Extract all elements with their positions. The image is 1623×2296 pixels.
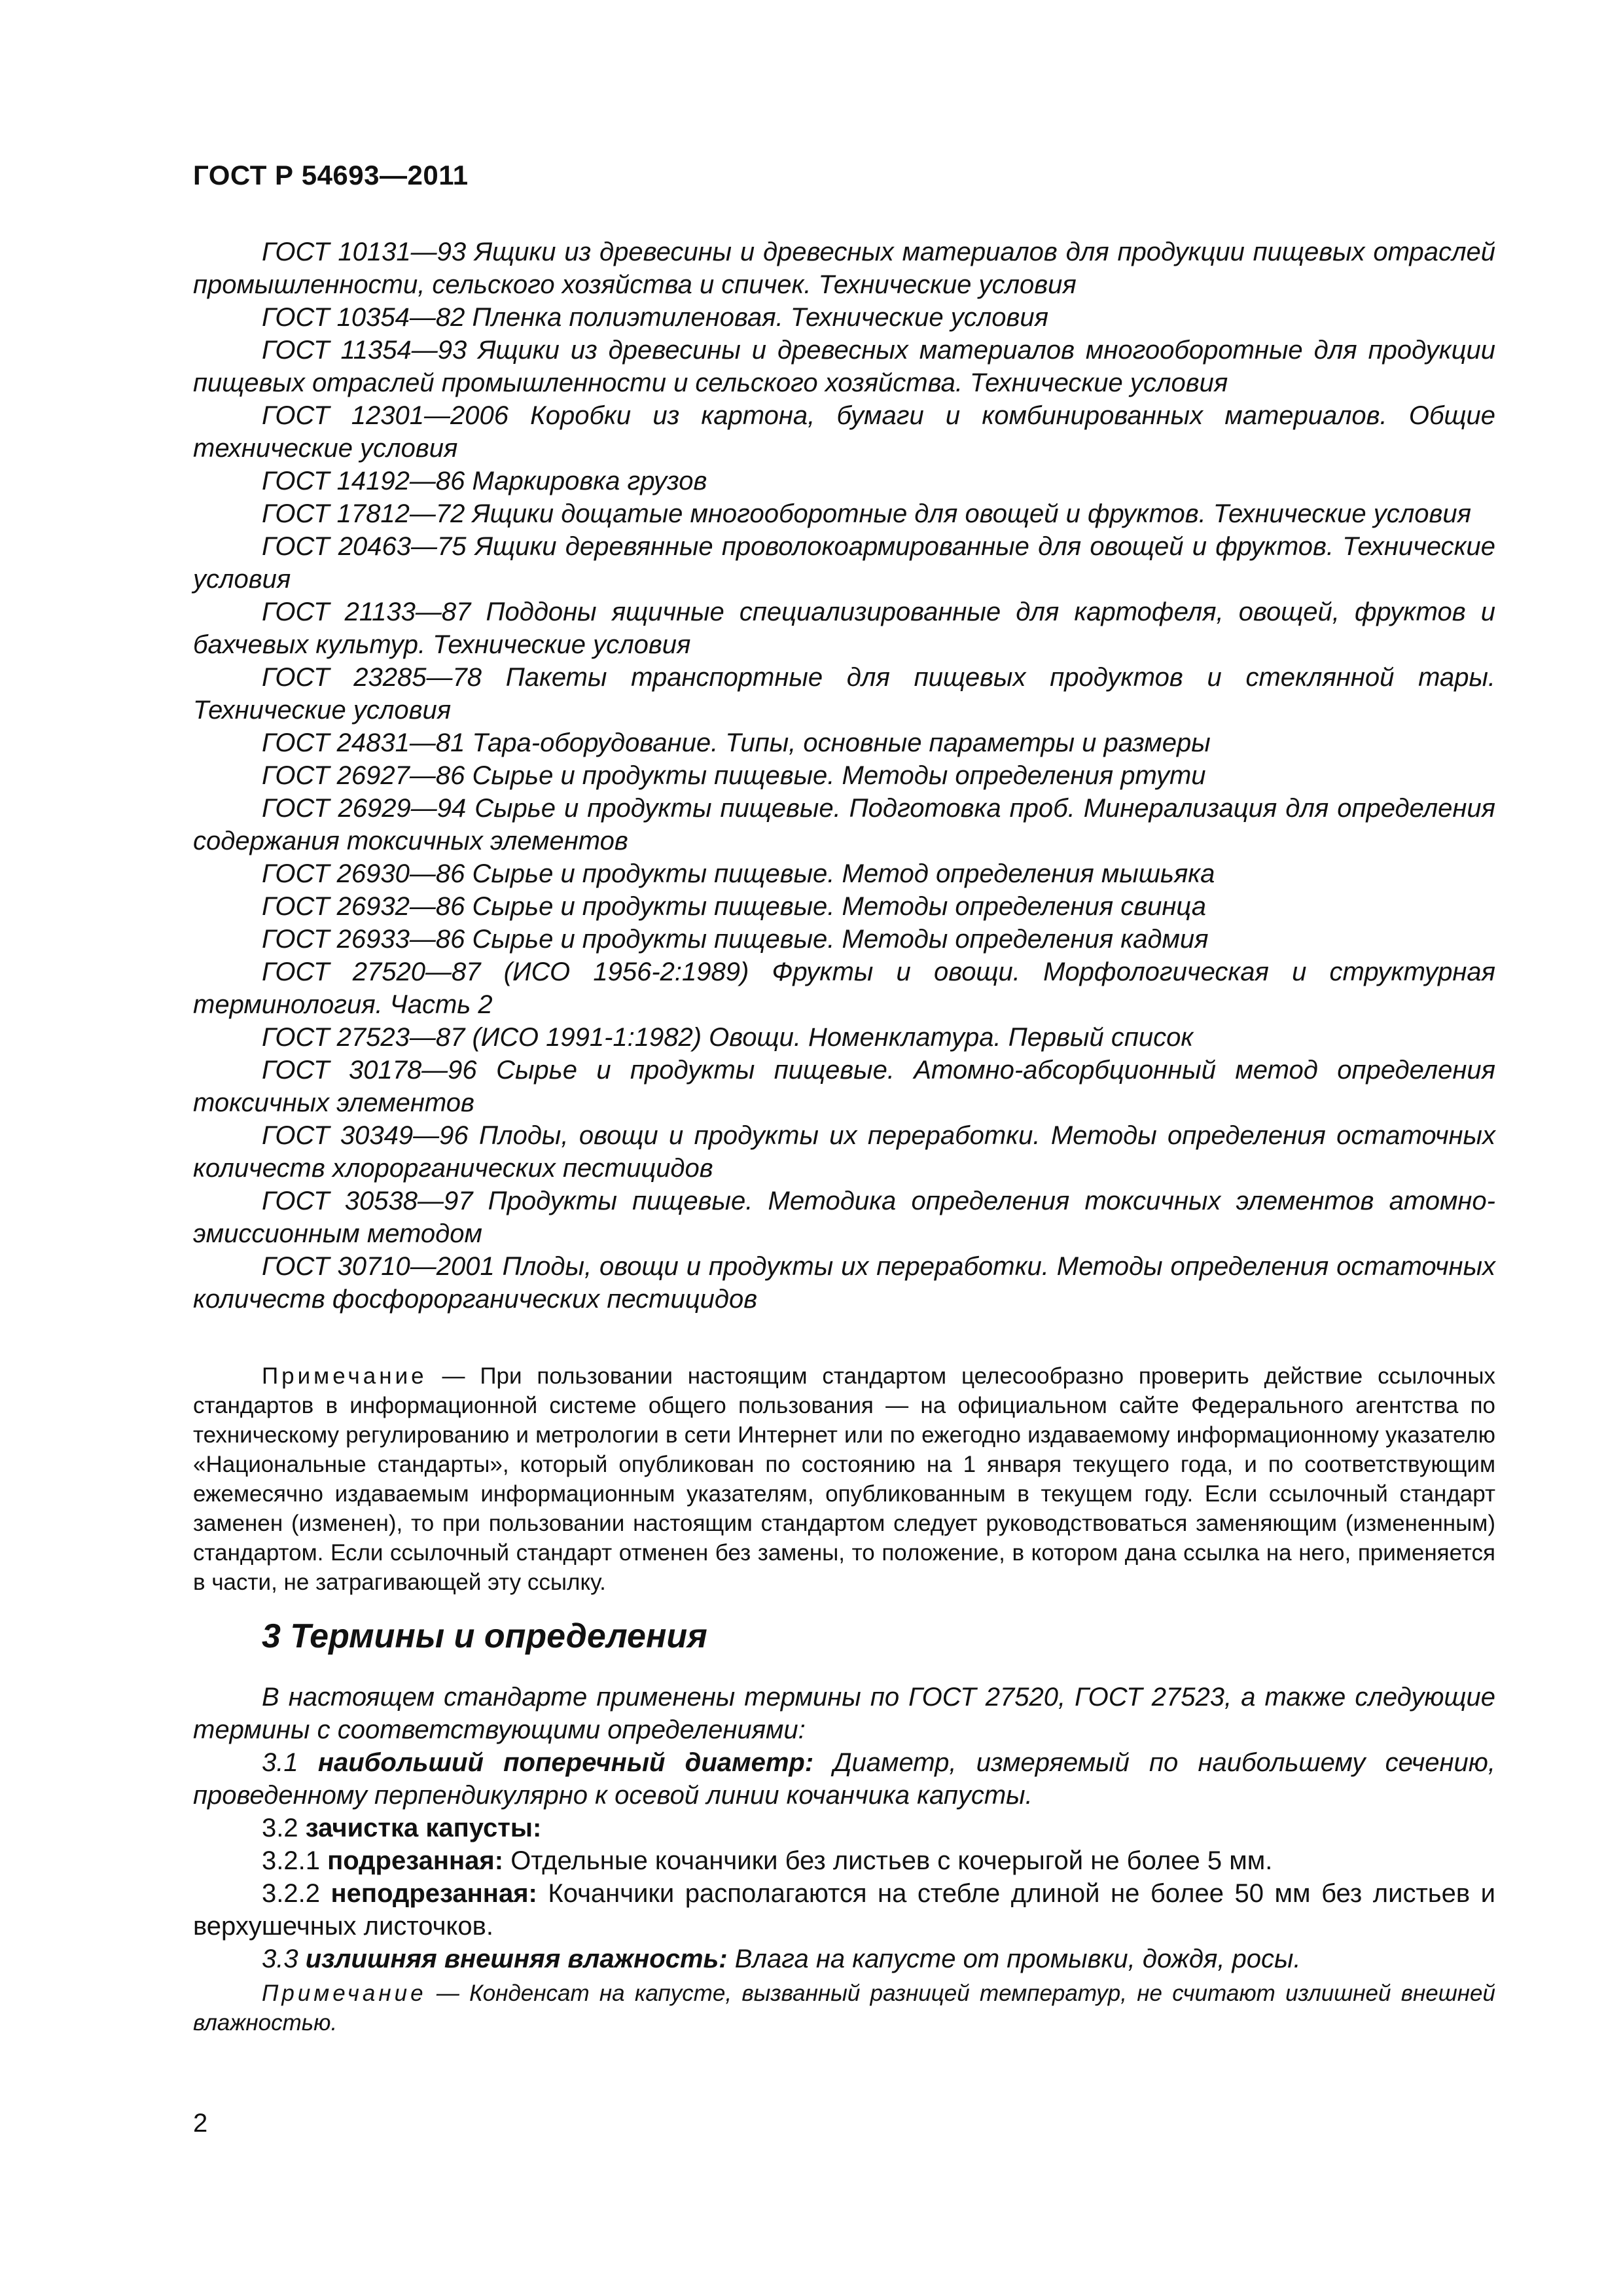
- reference-item: ГОСТ 24831—81 Тара-оборудование. Типы, основные параметры и размеры: [262, 728, 1211, 757]
- note-text: — При пользовании настоящим стандартом целесообразно проверить действие ссылочных стандартов в информационной системе общего пользования — на официальном сайте Федерального агентства по техническому регулированию и метрологии в сети Интернет или по ежегодно издаваемому информационному указателю «Национальные стандарты», который опубликован по состоянию на 1 января текущего года, и по соответствующим ежемесячно издаваемым информационным указателям, опубликованным в текущем году. Если ссылочный стандарт заменен (изменен), то при пользовании настоящим стандартом следует руководствоваться заменяющим (измененным) стандартом. Если ссылочный стандарт отменен без замены, то положение, в котором дана ссылка на него, применяется в части, не затрагивающей эту ссылку.: [193, 1363, 1495, 1595]
- note-label: Примечание: [262, 1981, 427, 2006]
- term-name: наибольший поперечный диаметр:: [317, 1748, 814, 1777]
- term-number: 3.2.2: [262, 1879, 320, 1908]
- reference-item: ГОСТ 30710—2001 Плоды, овощи и продукты их переработки. Методы определения остаточных количеств фосфорорганических пестицидов: [193, 1252, 1495, 1314]
- reference-item: ГОСТ 20463—75 Ящики деревянные проволокоармированные для овощей и фруктов. Технические условия: [193, 532, 1495, 594]
- term-3-1: [193, 1746, 1495, 1812]
- reference-item: ГОСТ 30349—96 Плоды, овощи и продукты их переработки. Методы определения остаточных количеств хлорорганических пестицидов: [193, 1121, 1495, 1183]
- term-name: зачистка капусты:: [305, 1814, 542, 1842]
- reference-item: ГОСТ 23285—78 Пакеты транспортные для пищевых продуктов и стеклянной тары. Технические условия: [193, 663, 1495, 725]
- reference-item: ГОСТ 26930—86 Сырье и продукты пищевые. Метод определения мышьяка: [262, 859, 1215, 888]
- reference-item: ГОСТ 10354—82 Пленка полиэтиленовая. Технические условия: [262, 303, 1048, 332]
- terms-note: [193, 1979, 1495, 2037]
- term-definition: Влага на капусте от промывки, дождя, росы.: [734, 1945, 1301, 1973]
- reference-item: ГОСТ 21133—87 Поддоны ящичные специализированные для картофеля, овощей, фруктов и бахчевых культур. Технические условия: [193, 598, 1495, 659]
- term-3-3: [193, 1943, 1495, 1975]
- term-number: 3.3: [262, 1945, 298, 1973]
- reference-item: ГОСТ 27523—87 (ИСО 1991-1:1982) Овощи. Номенклатура. Первый список: [262, 1023, 1194, 1052]
- reference-item: ГОСТ 14192—86 Маркировка грузов: [262, 467, 707, 495]
- term-number: 3.2: [262, 1814, 298, 1842]
- reference-item: ГОСТ 30178—96 Сырье и продукты пищевые. Атомно-абсорбционный метод определения токсичных элементов: [193, 1056, 1495, 1117]
- term-number: 3.1: [262, 1748, 298, 1777]
- reference-item: ГОСТ 27520—87 (ИСО 1956-2:1989) Фрукты и овощи. Морфологическая и структурная терминология. Часть 2: [193, 958, 1495, 1019]
- section-title: 3 Термины и определения: [262, 1617, 707, 1655]
- term-name: неподрезанная:: [330, 1879, 537, 1908]
- note-text: — Конденсат на капусте, вызванный разницей температур, не считают излишней внешней влажностью.: [193, 1981, 1495, 2036]
- terms-section: [193, 1681, 1495, 2037]
- terms-intro: В настоящем стандарте применены термины по ГОСТ 27520, ГОСТ 27523, а также следующие термины с соответствующими определениями:: [193, 1683, 1495, 1744]
- term-3-2: [193, 1812, 1495, 1844]
- term-definition: Отдельные кочанчики без листьев с кочерыгой не более 5 мм.: [510, 1846, 1273, 1875]
- term-3-2-2: [193, 1877, 1495, 1943]
- reference-item: ГОСТ 26929—94 Сырье и продукты пищевые. Подготовка проб. Минерализация для определения содержания токсичных элементов: [193, 794, 1495, 855]
- reference-item: ГОСТ 12301—2006 Коробки из картона, бумаги и комбинированных материалов. Общие технические условия: [193, 401, 1495, 463]
- references-note: [193, 1361, 1495, 1597]
- term-name: подрезанная:: [327, 1846, 504, 1875]
- page-number: 2: [193, 2109, 208, 2138]
- term-definition: Кочанчики располагаются на стебле длиной не более 50 мм без листьев и верхушечных листочков.: [193, 1879, 1495, 1941]
- reference-item: ГОСТ 11354—93 Ящики из древесины и древесных материалов многооборотные для продукции пищевых отраслей промышленности и сельского хозяйства. Технические условия: [193, 336, 1495, 397]
- document-code-header: ГОСТ Р 54693—2011: [193, 160, 469, 190]
- term-3-2-1: [193, 1844, 1495, 1877]
- reference-item: ГОСТ 17812—72 Ящики дощатые многооборотные для овощей и фруктов. Технические условия: [262, 499, 1471, 528]
- term-name: излишняя внешняя влажность:: [305, 1945, 728, 1973]
- normative-references-list: [193, 236, 1495, 1316]
- term-number: 3.2.1: [262, 1846, 320, 1875]
- reference-item: ГОСТ 26933—86 Сырье и продукты пищевые. Методы определения кадмия: [262, 925, 1209, 954]
- term-definition: Диаметр, измеряемый по наибольшему сечению, проведенному перпендикулярно к осевой линии кочанчика капусты.: [193, 1748, 1495, 1810]
- reference-item: ГОСТ 26927—86 Сырье и продукты пищевые. Методы определения ртути: [262, 761, 1206, 790]
- reference-item: ГОСТ 10131—93 Ящики из древесины и древесных материалов для продукции пищевых отраслей промышленности, сельского хозяйства и спичек. Технические условия: [193, 238, 1495, 299]
- reference-item: ГОСТ 30538—97 Продукты пищевые. Методика определения токсичных элементов атомно-эмиссионным методом: [193, 1187, 1495, 1248]
- reference-item: ГОСТ 26932—86 Сырье и продукты пищевые. Методы определения свинца: [262, 892, 1206, 921]
- note-label: Примечание: [262, 1363, 427, 1389]
